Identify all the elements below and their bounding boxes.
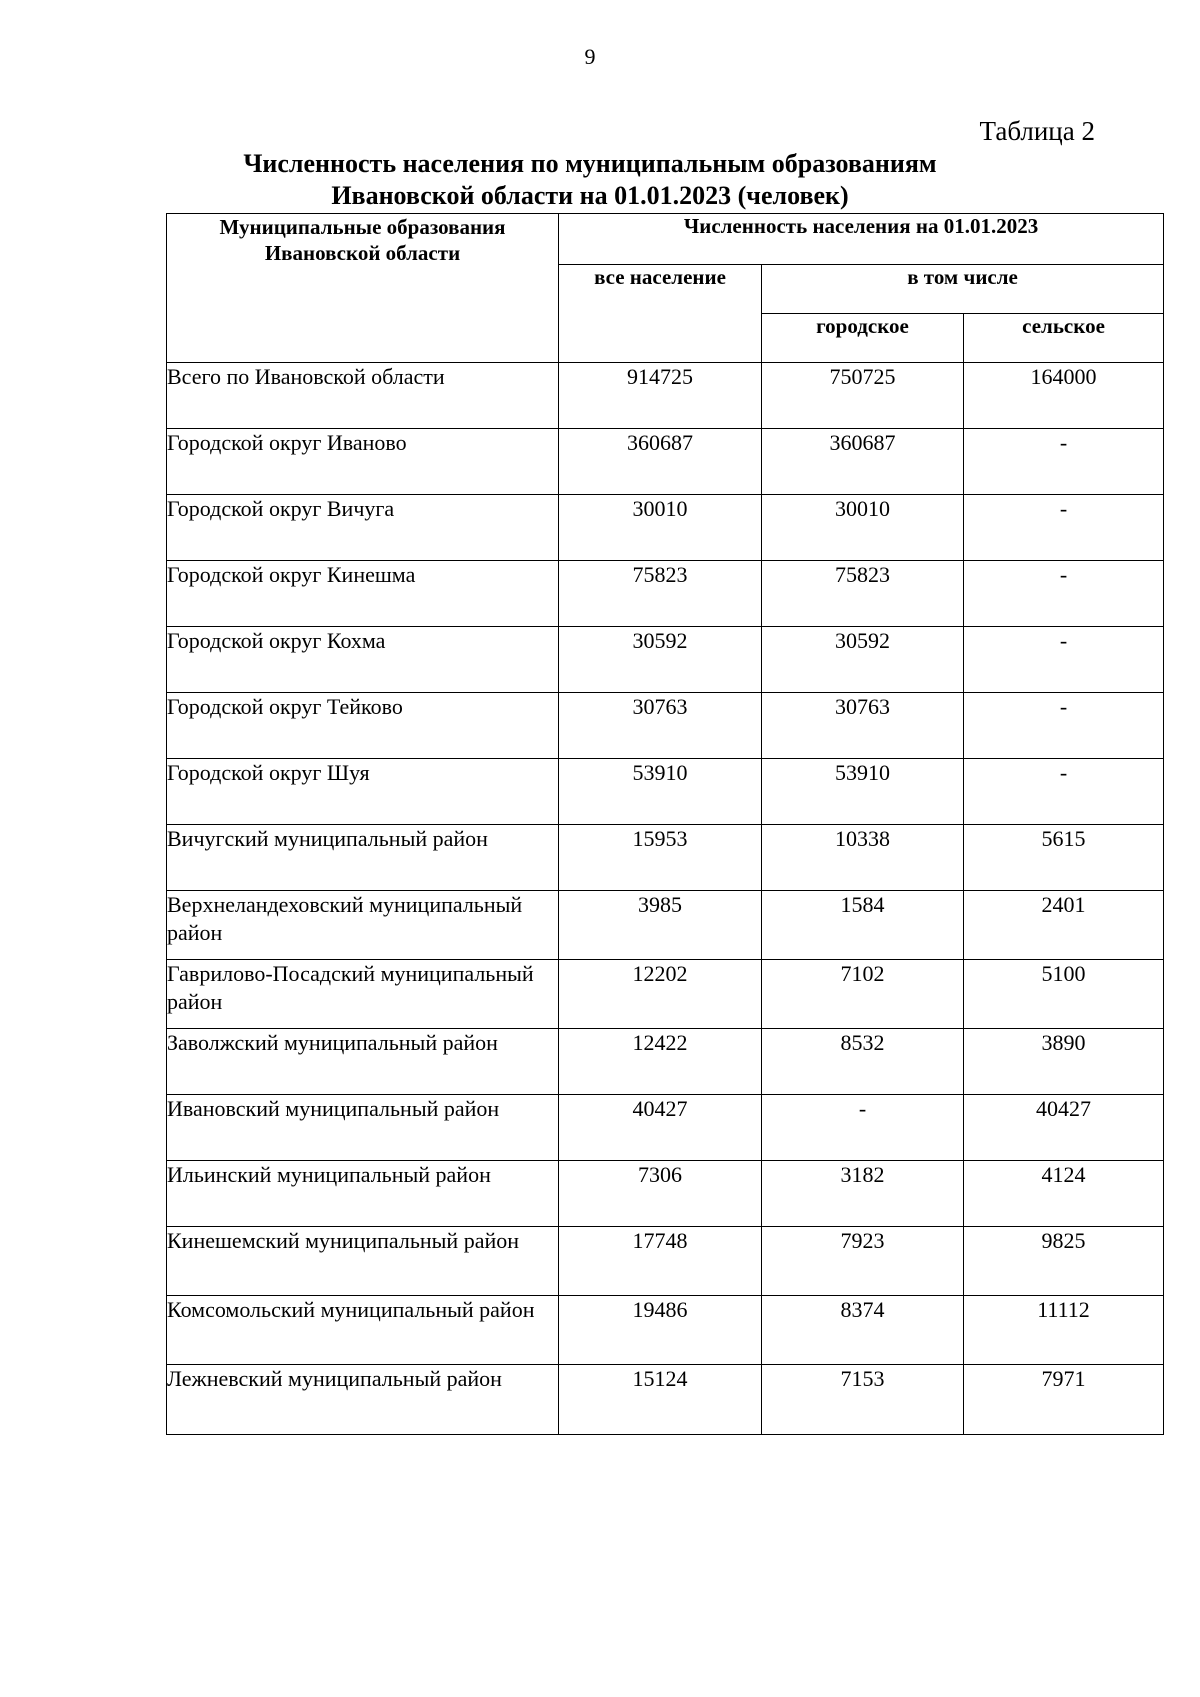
row-urban: 8532 — [762, 1029, 964, 1095]
row-total: 75823 — [559, 561, 762, 627]
row-name: Городской округ Иваново — [167, 429, 559, 495]
header-including: в том числе — [762, 265, 1164, 314]
table-row — [167, 1227, 1164, 1296]
row-rural: 40427 — [964, 1095, 1164, 1161]
table-row — [167, 627, 1164, 693]
row-urban: 3182 — [762, 1161, 964, 1227]
row-total: 19486 — [559, 1296, 762, 1365]
row-name: Городской округ Шуя — [167, 759, 559, 825]
row-total: 17748 — [559, 1227, 762, 1296]
row-rural: - — [964, 561, 1164, 627]
row-urban: 8374 — [762, 1296, 964, 1365]
table-row — [167, 1296, 1164, 1365]
row-urban: 53910 — [762, 759, 964, 825]
row-total: 30592 — [559, 627, 762, 693]
header-municipality: Муниципальные образования Ивановской области — [167, 214, 559, 363]
row-urban: 7102 — [762, 960, 964, 1029]
row-rural: - — [964, 693, 1164, 759]
row-total: 40427 — [559, 1095, 762, 1161]
population-table — [166, 213, 1164, 1435]
row-urban: 75823 — [762, 561, 964, 627]
row-rural: 164000 — [964, 363, 1164, 429]
row-urban: 30592 — [762, 627, 964, 693]
row-rural: 7971 — [964, 1365, 1164, 1435]
header-population-group: Численность населения на 01.01.2023 — [559, 214, 1164, 265]
row-urban: 10338 — [762, 825, 964, 891]
table-row — [167, 495, 1164, 561]
table-row — [167, 960, 1164, 1029]
header-total: все население — [559, 265, 762, 363]
row-urban: - — [762, 1095, 964, 1161]
row-rural: 5615 — [964, 825, 1164, 891]
row-name: Всего по Ивановской области — [167, 363, 559, 429]
row-name: Комсомольский муниципальный район — [167, 1296, 559, 1365]
row-name: Лежневский муниципальный район — [167, 1365, 559, 1435]
table-row — [167, 561, 1164, 627]
row-total: 12422 — [559, 1029, 762, 1095]
row-rural: 11112 — [964, 1296, 1164, 1365]
row-rural: - — [964, 627, 1164, 693]
row-name: Городской округ Кинешма — [167, 561, 559, 627]
row-rural: 5100 — [964, 960, 1164, 1029]
document-title — [0, 148, 1180, 212]
row-total: 914725 — [559, 363, 762, 429]
row-rural: - — [964, 759, 1164, 825]
table-row — [167, 825, 1164, 891]
row-urban: 1584 — [762, 891, 964, 960]
row-total: 30763 — [559, 693, 762, 759]
row-total: 15953 — [559, 825, 762, 891]
row-total: 15124 — [559, 1365, 762, 1435]
table-row — [167, 1029, 1164, 1095]
row-rural: - — [964, 495, 1164, 561]
row-total: 360687 — [559, 429, 762, 495]
row-urban: 30763 — [762, 693, 964, 759]
row-total: 3985 — [559, 891, 762, 960]
title-line-2: Ивановской области на 01.01.2023 (человек) — [331, 181, 849, 210]
header-rural: сельское — [964, 314, 1164, 363]
row-name: Городской округ Тейково — [167, 693, 559, 759]
row-rural: 4124 — [964, 1161, 1164, 1227]
row-name: Верхнеландеховский муниципальный район — [167, 891, 559, 960]
row-urban: 30010 — [762, 495, 964, 561]
table-row — [167, 1365, 1164, 1435]
table-row — [167, 363, 1164, 429]
row-total: 7306 — [559, 1161, 762, 1227]
table-row — [167, 693, 1164, 759]
row-rural: 2401 — [964, 891, 1164, 960]
row-name: Кинешемский муниципальный район — [167, 1227, 559, 1296]
row-name: Городской округ Вичуга — [167, 495, 559, 561]
row-urban: 7153 — [762, 1365, 964, 1435]
page-number: 9 — [584, 44, 596, 69]
row-name: Заволжский муниципальный район — [167, 1029, 559, 1095]
row-name: Ильинский муниципальный район — [167, 1161, 559, 1227]
header-urban: городское — [762, 314, 964, 363]
row-total: 30010 — [559, 495, 762, 561]
table-row — [167, 429, 1164, 495]
row-rural: 3890 — [964, 1029, 1164, 1095]
title-line-1: Численность населения по муниципальным образованиям — [243, 149, 937, 178]
table-row — [167, 1161, 1164, 1227]
row-total: 53910 — [559, 759, 762, 825]
table-row — [167, 891, 1164, 960]
row-total: 12202 — [559, 960, 762, 1029]
row-rural: 9825 — [964, 1227, 1164, 1296]
table-label: Таблица 2 — [979, 116, 1095, 146]
row-urban: 7923 — [762, 1227, 964, 1296]
row-rural: - — [964, 429, 1164, 495]
row-name: Городской округ Кохма — [167, 627, 559, 693]
row-name: Гаврилово-Посадский муниципальный район — [167, 960, 559, 1029]
row-name: Ивановский муниципальный район — [167, 1095, 559, 1161]
table-row — [167, 759, 1164, 825]
row-urban: 750725 — [762, 363, 964, 429]
row-name: Вичугский муниципальный район — [167, 825, 559, 891]
table-row — [167, 1095, 1164, 1161]
row-urban: 360687 — [762, 429, 964, 495]
